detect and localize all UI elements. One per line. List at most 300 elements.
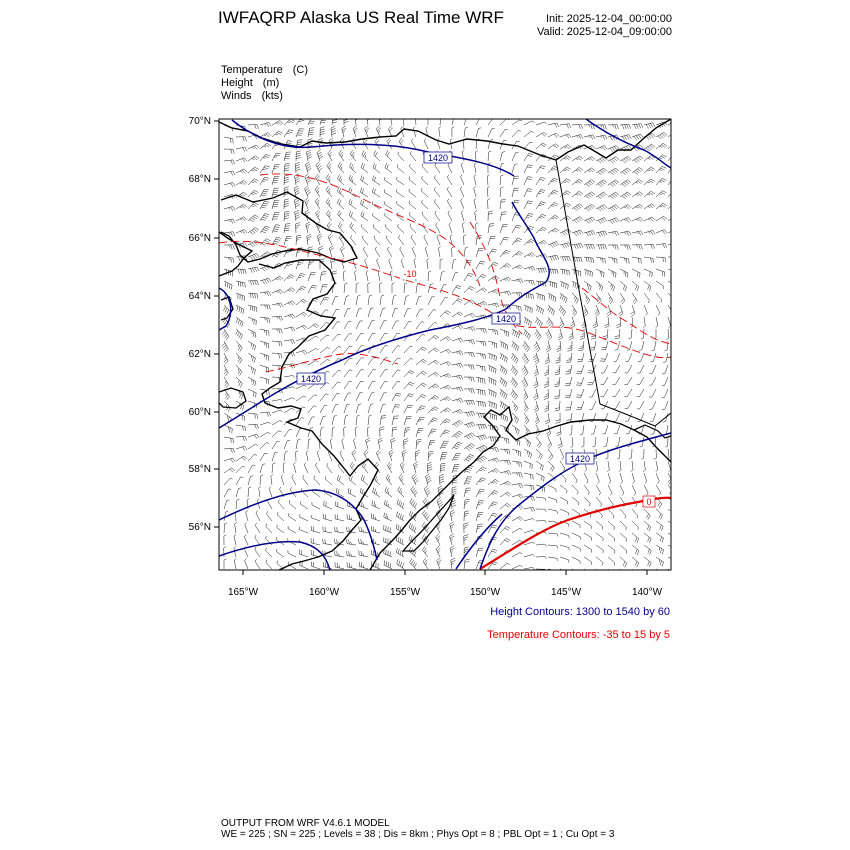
wind-barb bbox=[347, 551, 356, 557]
wind-barb bbox=[376, 450, 381, 461]
wind-barb bbox=[644, 144, 655, 151]
wind-barb bbox=[266, 524, 272, 533]
wind-barb bbox=[512, 565, 522, 569]
wind-barb bbox=[452, 272, 458, 281]
wind-barb bbox=[362, 462, 368, 473]
wind-barb bbox=[572, 204, 583, 211]
wind-barb bbox=[488, 458, 499, 463]
wind-barb bbox=[572, 167, 583, 173]
wind-barb bbox=[644, 545, 651, 555]
wind-barb bbox=[236, 293, 244, 301]
wind-barb bbox=[248, 254, 259, 260]
temperature-contour-minus10 bbox=[219, 241, 671, 357]
wind-barb bbox=[632, 533, 639, 543]
wind-barb bbox=[244, 535, 248, 546]
wind-barb bbox=[592, 437, 596, 447]
wind-barb bbox=[424, 486, 430, 497]
wind-barb bbox=[464, 127, 468, 137]
wind-barb bbox=[656, 269, 665, 277]
wind-barb bbox=[500, 353, 507, 363]
wind-barb bbox=[342, 258, 344, 269]
wind-barb bbox=[375, 138, 380, 149]
wind-barb bbox=[584, 257, 594, 263]
wind-barb bbox=[409, 201, 416, 209]
wind-barb bbox=[320, 272, 326, 281]
wind-barb bbox=[632, 124, 643, 129]
wind-barb bbox=[428, 297, 435, 305]
wind-barb bbox=[337, 187, 344, 197]
wind-barb bbox=[284, 340, 295, 345]
wind-barb bbox=[296, 439, 300, 449]
wind-barb bbox=[335, 562, 344, 569]
wind-barb bbox=[391, 438, 396, 449]
wind-barb bbox=[260, 305, 270, 310]
wind-barb bbox=[548, 242, 559, 248]
wind-barb bbox=[488, 303, 499, 308]
wind-barb bbox=[500, 526, 510, 533]
wind-barb bbox=[272, 441, 280, 449]
lon-label-165w: 165°W bbox=[227, 587, 259, 598]
wind-barb bbox=[439, 126, 441, 137]
wind-barb bbox=[643, 317, 645, 328]
wind-barb bbox=[488, 365, 496, 374]
wind-barb bbox=[288, 550, 296, 557]
wind-barb bbox=[668, 509, 675, 519]
wind-barb bbox=[584, 557, 592, 565]
wind-barb bbox=[488, 341, 497, 348]
wind-barb bbox=[644, 217, 655, 221]
wind-barb bbox=[296, 235, 301, 245]
wind-barb bbox=[656, 305, 660, 315]
wind-barb bbox=[557, 341, 562, 352]
wind-barb bbox=[260, 154, 270, 161]
wind-barb bbox=[594, 449, 596, 460]
wind-barb bbox=[511, 389, 518, 400]
wind-barb bbox=[425, 246, 428, 257]
wind-barb bbox=[316, 162, 323, 173]
wind-barb bbox=[600, 353, 608, 361]
wind-barb bbox=[464, 523, 469, 533]
wind-barb bbox=[596, 497, 602, 507]
wind-barb bbox=[608, 533, 615, 542]
wind-barb bbox=[614, 425, 620, 434]
wind-barb bbox=[524, 461, 532, 469]
wind-barb bbox=[578, 341, 584, 351]
wind-barb bbox=[596, 293, 601, 304]
wind-barb bbox=[572, 135, 583, 140]
wind-barb bbox=[522, 377, 528, 388]
wind-barb bbox=[308, 128, 314, 137]
wind-barb bbox=[632, 192, 643, 197]
wind-barb bbox=[641, 329, 644, 339]
wind-barb bbox=[224, 219, 235, 224]
wind-barb bbox=[323, 539, 332, 545]
wind-barb bbox=[524, 473, 533, 480]
wind-barb bbox=[554, 389, 560, 399]
wind-barb bbox=[248, 434, 259, 439]
wind-barb bbox=[374, 236, 380, 245]
wind-barb bbox=[332, 382, 340, 389]
wind-barb bbox=[311, 526, 320, 533]
wind-barb bbox=[608, 245, 618, 250]
wind-barb bbox=[317, 150, 323, 161]
lat-ticks bbox=[214, 121, 219, 527]
wind-barb bbox=[260, 292, 271, 297]
wind-barb bbox=[576, 401, 584, 410]
wind-barb bbox=[452, 420, 463, 427]
wind-barb bbox=[248, 413, 258, 419]
wind-barb bbox=[368, 404, 373, 413]
wind-barb bbox=[536, 473, 544, 482]
wind-barb bbox=[545, 353, 550, 364]
wind-barb bbox=[548, 178, 558, 185]
wind-barb bbox=[440, 337, 451, 342]
wind-barb bbox=[536, 254, 547, 259]
wind-barb bbox=[500, 237, 509, 245]
wind-barb bbox=[638, 353, 644, 362]
wind-barb bbox=[248, 215, 259, 222]
wind-barb bbox=[421, 188, 428, 197]
wind-barb bbox=[629, 329, 633, 339]
wind-barb bbox=[587, 377, 596, 385]
wind-barb bbox=[512, 494, 523, 499]
wind-barb bbox=[656, 143, 667, 149]
wind-barb bbox=[601, 389, 608, 397]
wind-barb bbox=[376, 126, 381, 137]
wind-barb bbox=[224, 245, 234, 250]
wind-barb bbox=[548, 485, 556, 492]
wind-barb bbox=[347, 562, 356, 569]
wind-barb bbox=[284, 440, 290, 449]
wind-barb bbox=[632, 257, 641, 263]
wind-barb bbox=[272, 303, 283, 308]
wind-barb bbox=[572, 179, 583, 185]
wind-barb bbox=[512, 188, 519, 197]
wind-barb bbox=[236, 169, 247, 173]
wind-barb bbox=[608, 157, 619, 164]
wind-barb bbox=[476, 501, 484, 509]
wind-barb bbox=[620, 205, 631, 209]
wind-barb bbox=[596, 180, 607, 187]
wind-barb bbox=[344, 283, 348, 293]
wind-barb bbox=[544, 365, 549, 376]
wind-barb bbox=[356, 370, 364, 377]
wind-barb bbox=[608, 473, 611, 484]
wind-barb bbox=[312, 562, 321, 570]
wind-barb bbox=[584, 473, 588, 483]
wind-barb bbox=[368, 333, 375, 341]
wind-barb bbox=[452, 351, 463, 356]
wind-barb bbox=[652, 341, 656, 351]
wind-barb bbox=[596, 461, 598, 472]
wind-barb bbox=[328, 150, 332, 161]
wind-barb bbox=[340, 246, 345, 257]
wind-barb bbox=[512, 528, 522, 533]
wind-barb bbox=[500, 187, 503, 197]
wind-barb bbox=[284, 430, 292, 437]
lat-label-70: 70°N bbox=[188, 116, 211, 127]
wind-barb bbox=[512, 413, 519, 423]
wind-barb bbox=[639, 341, 644, 351]
wind-barb bbox=[620, 521, 626, 530]
wind-barb bbox=[614, 329, 620, 339]
wind-barb bbox=[566, 353, 572, 363]
wind-barb bbox=[476, 223, 479, 233]
wind-barb bbox=[326, 174, 332, 185]
wind-barb bbox=[591, 425, 596, 434]
wind-barb bbox=[589, 389, 596, 397]
wind-barb bbox=[536, 557, 547, 559]
wind-barb bbox=[315, 198, 320, 209]
wind-barb bbox=[248, 156, 259, 161]
wind-barb bbox=[608, 192, 619, 199]
wind-barb bbox=[524, 305, 532, 313]
wind-barb bbox=[524, 121, 534, 125]
wind-barb bbox=[436, 223, 440, 233]
wind-barb bbox=[272, 316, 283, 321]
wind-barb bbox=[548, 293, 556, 302]
wind-barb bbox=[584, 180, 595, 187]
wind-barb bbox=[534, 389, 539, 400]
wind-barb bbox=[347, 514, 356, 521]
wind-barb bbox=[326, 198, 332, 209]
wind-barb bbox=[373, 224, 380, 233]
wind-barb bbox=[397, 559, 404, 569]
wind-barb bbox=[329, 246, 334, 257]
wind-barb bbox=[424, 235, 428, 245]
wind-barb bbox=[462, 222, 464, 233]
wind-barb bbox=[368, 393, 375, 401]
wind-barb bbox=[323, 527, 332, 534]
wind-barb bbox=[308, 406, 316, 413]
wind-barb bbox=[603, 329, 608, 339]
wind-barb bbox=[476, 341, 486, 346]
wind-barb bbox=[448, 163, 452, 173]
wind-barb bbox=[584, 125, 595, 130]
wind-barb bbox=[620, 192, 631, 199]
wind-barb bbox=[422, 212, 428, 221]
wind-barb bbox=[524, 317, 532, 327]
wind-barb bbox=[422, 200, 428, 209]
wind-barb bbox=[548, 202, 558, 209]
wind-barb bbox=[296, 222, 301, 233]
wind-barb bbox=[476, 467, 487, 473]
wind-barb bbox=[668, 257, 678, 260]
wind-barb bbox=[451, 558, 456, 569]
wind-barb bbox=[512, 265, 523, 269]
wind-barb bbox=[236, 353, 242, 364]
wind-barb bbox=[332, 334, 341, 341]
wind-barb bbox=[476, 128, 481, 137]
wind-barb bbox=[620, 245, 630, 250]
wind-barb bbox=[488, 353, 496, 361]
wind-barb bbox=[512, 483, 523, 488]
wind-barb bbox=[236, 365, 242, 376]
wind-barb bbox=[301, 501, 309, 509]
wind-barb bbox=[476, 424, 487, 429]
wind-barb bbox=[255, 523, 260, 533]
wind-barb bbox=[650, 413, 656, 422]
wind-barb bbox=[534, 329, 541, 340]
wind-barb bbox=[656, 203, 667, 209]
bc-border bbox=[600, 404, 671, 426]
wind-barb bbox=[384, 201, 392, 209]
wind-barb bbox=[324, 501, 332, 509]
wind-barb bbox=[339, 150, 344, 161]
wind-barb bbox=[608, 557, 615, 566]
wind-barb bbox=[608, 545, 615, 554]
wind-barb bbox=[548, 190, 558, 197]
wind-barb bbox=[236, 305, 244, 314]
wind-barb bbox=[620, 257, 629, 264]
wind-barb bbox=[338, 162, 344, 173]
wind-barb bbox=[423, 223, 428, 233]
wind-barb bbox=[392, 358, 400, 365]
wind-barb bbox=[435, 163, 440, 173]
wind-barbs-layer bbox=[222, 114, 680, 580]
wind-barb bbox=[375, 247, 380, 257]
wind-barb bbox=[331, 126, 336, 137]
wind-barb bbox=[368, 283, 371, 293]
wind-barb bbox=[512, 473, 522, 478]
wind-barb bbox=[294, 186, 300, 197]
wind-barb bbox=[487, 187, 489, 198]
wind-barb bbox=[427, 258, 429, 269]
wind-barb bbox=[248, 341, 256, 350]
wind-barb bbox=[224, 377, 229, 388]
wind-barb bbox=[511, 377, 518, 388]
wind-barb bbox=[612, 389, 620, 397]
wind-barb bbox=[608, 180, 619, 187]
wind-barb bbox=[488, 199, 490, 210]
wind-barb bbox=[332, 115, 338, 125]
wind-barb bbox=[423, 510, 430, 521]
wind-barb bbox=[344, 415, 348, 425]
wind-barb bbox=[260, 377, 269, 384]
wind-barb bbox=[315, 186, 320, 197]
wind-barb bbox=[337, 475, 344, 485]
wind-barb bbox=[536, 293, 545, 301]
wind-barb bbox=[336, 501, 344, 509]
wind-barb bbox=[616, 437, 621, 447]
wind-barb bbox=[248, 317, 256, 325]
wind-barb bbox=[236, 341, 242, 352]
wind-barb bbox=[536, 166, 546, 173]
wind-barb bbox=[584, 192, 595, 199]
wind-barb bbox=[548, 133, 559, 138]
wind-barb bbox=[308, 336, 318, 341]
wind-barb bbox=[349, 475, 356, 485]
wind-barb bbox=[428, 440, 435, 449]
wind-barb bbox=[224, 425, 232, 433]
wind-barb bbox=[326, 186, 332, 197]
wind-barb bbox=[536, 497, 546, 501]
wind-barb bbox=[278, 500, 284, 510]
wind-barb bbox=[464, 499, 470, 509]
wind-barb bbox=[294, 462, 296, 473]
wind-barb bbox=[500, 377, 507, 387]
wind-barb bbox=[644, 167, 655, 173]
wind-barb bbox=[476, 377, 485, 384]
wind-barb bbox=[416, 359, 427, 365]
wind-barb bbox=[428, 284, 433, 293]
wind-barb bbox=[632, 156, 643, 163]
wind-barb bbox=[317, 234, 322, 245]
wind-barb bbox=[349, 199, 356, 209]
wind-barb bbox=[596, 146, 607, 151]
wind-barb bbox=[524, 389, 528, 400]
wind-barb bbox=[296, 350, 307, 355]
wind-barb bbox=[340, 138, 344, 149]
wind-barb bbox=[534, 341, 540, 352]
wind-barb bbox=[248, 476, 253, 485]
wind-barb bbox=[560, 124, 571, 129]
wind-barb bbox=[306, 222, 311, 233]
wind-barb bbox=[632, 557, 639, 567]
wind-barb bbox=[488, 129, 495, 137]
wind-barb bbox=[332, 296, 338, 305]
wind-barb bbox=[663, 353, 668, 363]
wind-barb bbox=[428, 429, 437, 437]
wind-barb bbox=[637, 389, 644, 397]
wind-barb bbox=[260, 122, 271, 127]
wind-barb bbox=[409, 177, 416, 186]
wind-barb bbox=[320, 427, 324, 437]
wind-barb bbox=[464, 353, 475, 358]
temperature-contour-north bbox=[260, 174, 480, 286]
wind-barb bbox=[272, 225, 280, 233]
wind-barb bbox=[500, 460, 511, 465]
wind-barb bbox=[644, 269, 652, 277]
wind-barb bbox=[560, 533, 569, 538]
wind-barb bbox=[365, 126, 370, 137]
wind-barb bbox=[332, 427, 335, 437]
wind-barb bbox=[389, 450, 394, 461]
wind-barb bbox=[649, 389, 656, 397]
wind-barb bbox=[356, 308, 362, 317]
wind-barb bbox=[656, 132, 667, 139]
wind-barb bbox=[260, 412, 271, 417]
wind-barb bbox=[500, 389, 507, 399]
wind-barb bbox=[534, 365, 539, 376]
wind-barb bbox=[572, 156, 583, 161]
wind-barb bbox=[236, 377, 242, 388]
wind-barb bbox=[560, 461, 565, 471]
wind-barb bbox=[624, 389, 632, 397]
wind-barb bbox=[438, 246, 440, 257]
wind-barb bbox=[512, 279, 523, 284]
wind-barb bbox=[392, 321, 399, 329]
wind-barb bbox=[440, 441, 449, 449]
wind-barb bbox=[224, 535, 226, 545]
wind-barb bbox=[500, 277, 511, 281]
wind-barb bbox=[461, 175, 465, 186]
wind-barb bbox=[428, 271, 431, 281]
wind-barb bbox=[372, 513, 381, 521]
wind-barb bbox=[632, 168, 643, 175]
wind-barb bbox=[378, 438, 383, 449]
wind-barb bbox=[344, 404, 350, 413]
wind-barb bbox=[224, 478, 233, 485]
wind-barb bbox=[452, 398, 463, 403]
wind-barb bbox=[500, 199, 506, 209]
field-winds-unit: (kts) bbox=[261, 90, 283, 102]
wind-barb bbox=[656, 178, 666, 185]
wind-barb bbox=[512, 401, 518, 412]
wind-barb bbox=[332, 416, 337, 426]
wind-barb bbox=[428, 323, 437, 329]
wind-barb bbox=[524, 131, 534, 137]
